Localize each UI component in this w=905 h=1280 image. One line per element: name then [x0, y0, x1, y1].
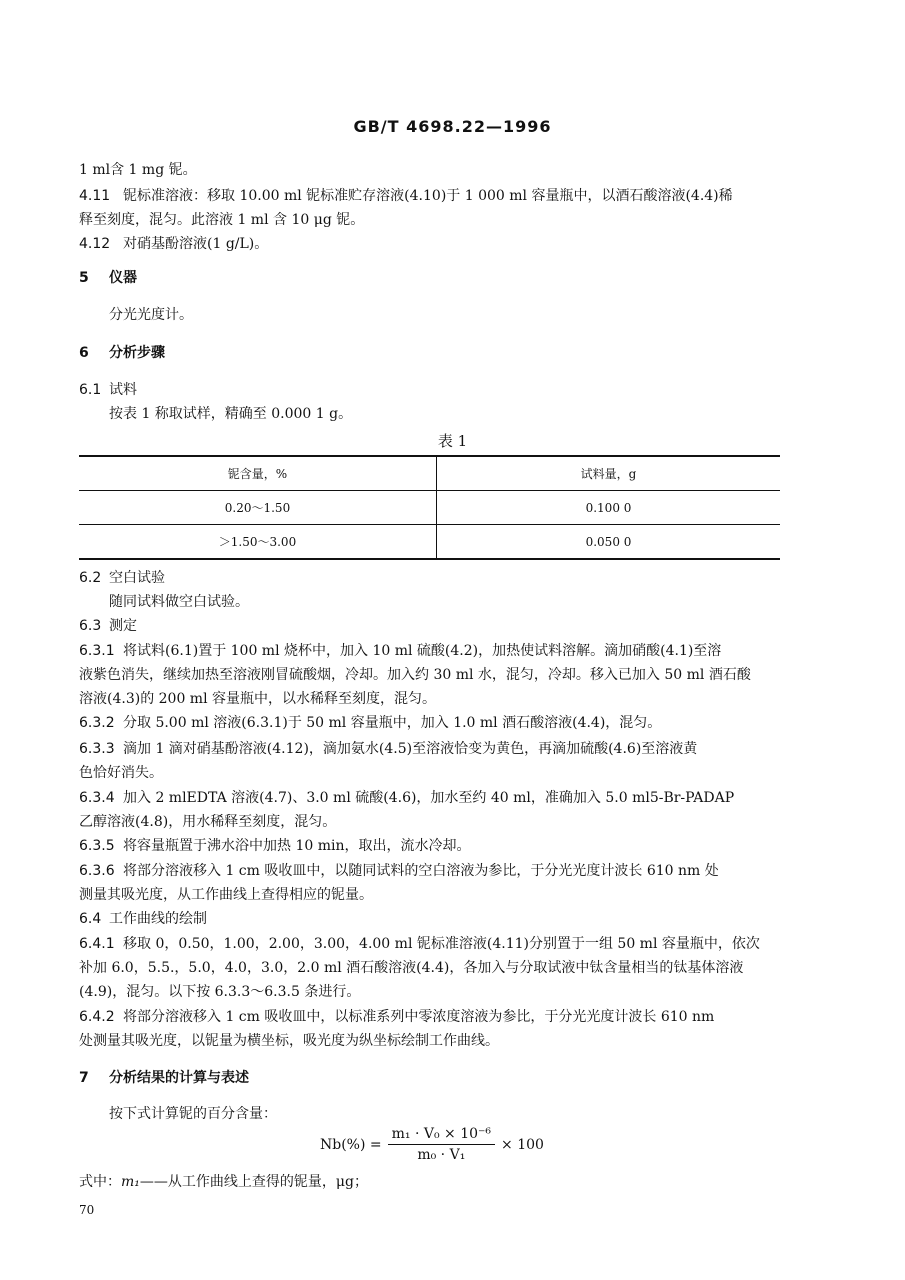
text-line: 将部分溶液移入 1 cm 吸收皿中，以随同试料的空白溶液为参比，于分光光度计波长 610 nm 处 [123, 863, 719, 879]
where-line [79, 1172, 368, 1192]
section-title: 分析步骤 [109, 345, 165, 361]
clause-6-4-2 [79, 1007, 714, 1027]
clause-number: 6.4.2 [79, 1009, 115, 1025]
page-number: 70 [79, 1203, 95, 1217]
table-row [79, 491, 780, 525]
clause-number: 6.1 [79, 382, 102, 398]
clause-6-3-4 [79, 788, 734, 808]
text-line: 溶液(4.3)的 200 ml 容量瓶中，以水稀释至刻度，混匀。 [79, 691, 437, 707]
text-line: 分取 5.00 ml 溶液(6.3.1)于 50 ml 容量瓶中，加入 1.0 ml 酒石酸溶液(4.4)，混匀。 [123, 715, 662, 731]
table-title: 表 1 [437, 432, 468, 450]
clause-6-3-5 [79, 836, 470, 856]
text-line: 1 ml含 1 mg 铌。 [79, 162, 197, 178]
text-line: 测量其吸光度，从工作曲线上查得相应的铌量。 [79, 887, 373, 903]
clause-number: 4.12 [79, 236, 111, 252]
table-cell: 0.20～1.50 [79, 491, 437, 525]
clause-6-2 [79, 568, 165, 588]
clause-number: 6.3 [79, 618, 102, 634]
table-cell: 0.100 0 [437, 491, 781, 525]
where-text: ——从工作曲线上查得的铌量，μg； [139, 1174, 368, 1190]
text-line: 铌标准溶液：移取 10.00 ml 铌标准贮存溶液(4.10)于 1 000 ml 容量瓶中，以酒石酸溶液(4.4)稀 [123, 188, 733, 204]
table-header-row [79, 456, 780, 491]
clause-number: 6.3.3 [79, 741, 115, 757]
text-line: (4.9)，混匀。以下按 6.3.3～6.3.5 条进行。 [79, 984, 361, 1000]
section-title: 仪器 [109, 270, 137, 286]
text-line: 对硝基酚溶液(1 g/L)。 [123, 236, 269, 252]
text-line: 将容量瓶置于沸水浴中加热 10 min，取出，流水冷却。 [123, 838, 471, 854]
text-line: 补加 6.0，5.5.，5.0，4.0，3.0，2.0 ml 酒石酸溶液(4.4)，各加入与分取试液中钛含量相当的钛基体溶液 [79, 960, 744, 976]
table-header: 铌含量，% [79, 456, 437, 491]
section-heading-6 [79, 343, 165, 363]
text-line: 移取 0，0.50，1.00，2.00，3.00，4.00 ml 铌标准溶液(4.11)分别置于一组 50 ml 容量瓶中，依次 [123, 936, 760, 952]
clause-6-3-3 [79, 739, 697, 759]
section-number: 6 [79, 345, 89, 361]
text-line: 按下式计算铌的百分含量： [109, 1106, 277, 1122]
clause-6-4-1 [79, 934, 760, 954]
table-header: 试料量，g [437, 456, 781, 491]
text-line: 液紫色消失，继续加热至溶液刚冒硫酸烟，冷却。加入约 30 ml 水，混匀，冷却。移入已加入 50 ml 酒石酸 [79, 667, 751, 683]
clause-number: 4.11 [79, 188, 111, 204]
formula-fraction [388, 1126, 495, 1163]
section-heading-7 [79, 1068, 249, 1088]
clause-6-3-1 [79, 641, 721, 661]
where-symbol: m₁ [121, 1174, 140, 1190]
text-line: 乙醇溶液(4.8)，用水稀释至刻度，混匀。 [79, 814, 337, 830]
text-line: 色恰好消失。 [79, 765, 163, 781]
clause-title: 试料 [109, 382, 137, 398]
text-line: 释至刻度，混匀。此溶液 1 ml 含 10 μg 铌。 [79, 212, 365, 228]
clause-4-11 [79, 186, 733, 206]
clause-number: 6.3.6 [79, 863, 115, 879]
clause-number: 6.3.2 [79, 715, 115, 731]
formula-lhs: Nb(%) = [320, 1136, 382, 1153]
where-prefix: 式中： [79, 1174, 121, 1190]
section-number: 7 [79, 1070, 89, 1086]
clause-4-12 [79, 234, 268, 254]
text-line: 滴加 1 滴对硝基酚溶液(4.12)，滴加氨水(4.5)至溶液恰变为黄色，再滴加硫酸(4.6)至溶液黄 [123, 741, 698, 757]
clause-number: 6.2 [79, 570, 102, 586]
page-header: GB/T 4698.22—1996 [353, 117, 552, 136]
table-cell: 0.050 0 [437, 525, 781, 560]
formula [320, 1126, 544, 1163]
clause-6-3-6 [79, 861, 719, 881]
clause-6-3 [79, 616, 137, 636]
clause-number: 6.4.1 [79, 936, 115, 952]
clause-6-4 [79, 909, 207, 929]
text-line: 分光光度计。 [109, 307, 193, 323]
text-line: 处测量其吸光度，以铌量为横坐标，吸光度为纵坐标绘制工作曲线。 [79, 1033, 499, 1049]
clause-number: 6.4 [79, 911, 102, 927]
text-line: 随同试料做空白试验。 [109, 594, 249, 610]
section-title: 分析结果的计算与表述 [109, 1070, 249, 1086]
clause-number: 6.3.5 [79, 838, 115, 854]
formula-rhs: × 100 [501, 1136, 544, 1153]
text-line: 加入 2 mlEDTA 溶液(4.7)、3.0 ml 硫酸(4.6)，加水至约 40 ml，准确加入 5.0 ml5-Br-PADAP [123, 790, 735, 806]
clause-title: 测定 [109, 618, 137, 634]
clause-title: 工作曲线的绘制 [109, 911, 207, 927]
formula-numerator: m₁ · V₀ × 10⁻⁶ [388, 1126, 495, 1145]
clause-6-3-2 [79, 713, 661, 733]
clause-title: 空白试验 [109, 570, 165, 586]
formula-denominator: m₀ · V₁ [417, 1147, 466, 1163]
clause-number: 6.3.4 [79, 790, 115, 806]
text-line: 按表 1 称取试样，精确至 0.000 1 g。 [109, 406, 353, 422]
section-number: 5 [79, 270, 89, 286]
text-line: 将试料(6.1)置于 100 ml 烧杯中，加入 10 ml 硫酸(4.2)，加热使试料溶解。滴加硝酸(4.1)至溶 [123, 643, 722, 659]
table-row [79, 525, 780, 560]
clause-6-1 [79, 380, 137, 400]
clause-number: 6.3.1 [79, 643, 115, 659]
section-heading-5 [79, 268, 137, 288]
text-line: 将部分溶液移入 1 cm 吸收皿中，以标准系列中零浓度溶液为参比，于分光光度计波长 610 nm [123, 1009, 715, 1025]
data-table [79, 455, 780, 560]
table-cell: ＞1.50～3.00 [79, 525, 437, 560]
